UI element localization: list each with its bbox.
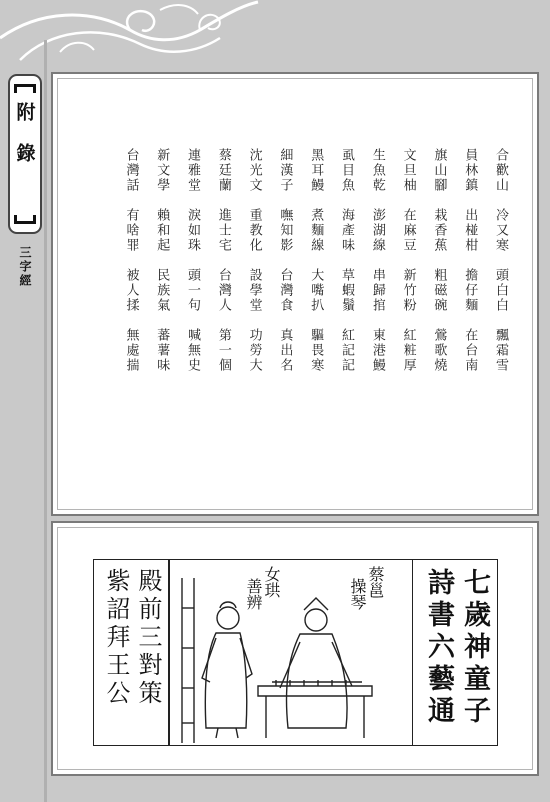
bracket-bottom xyxy=(14,215,36,224)
poem-column: 文旦柚 在麻豆 新竹粉 紅粧厚 xyxy=(400,148,416,373)
poem-column: 細漢子 嘸知影 台灣食 真出名 xyxy=(277,148,293,373)
poem-column: 沈光文 重教化 設學堂 功勞大 xyxy=(246,148,262,373)
poem-column: 生魚乾 澎湖線 串歸捾 東港鰻 xyxy=(369,148,385,373)
label-caiyong: 蔡邕 xyxy=(366,566,385,598)
scene-drawing xyxy=(176,578,376,743)
illustration-panel xyxy=(51,521,539,776)
poem-column: 連雅堂 淚如珠 頭一句 喊無史 xyxy=(185,148,201,373)
woodblock-illustration xyxy=(93,559,498,746)
caption-right-2: 詩書六藝通 xyxy=(423,568,454,728)
poem-column: 台灣話 有啥罪 被人揉 無處揣 xyxy=(123,148,139,373)
poem-column: 員林鎮 出椪柑 擔仔麵 在台南 xyxy=(462,148,478,373)
poem-column: 蔡廷蘭 進士宅 台灣人 第一個 xyxy=(215,148,231,373)
poem-panel xyxy=(51,72,539,516)
corner-ornament xyxy=(0,0,260,70)
poem-column: 新文學 賴和起 民族氣 蕃薯味 xyxy=(154,148,170,373)
poem-text xyxy=(109,148,509,373)
poem-column: 合歡山 冷又寒 頭白白 飄霜雪 xyxy=(493,148,508,373)
label-shanbian: 善辨 xyxy=(244,578,263,610)
caption-right-1: 七歲神童子 xyxy=(459,568,490,728)
section-tab[interactable] xyxy=(8,74,42,234)
poem-column: 虱目魚 海產味 草蝦鬚 紅記記 xyxy=(339,148,355,373)
poem-column: 黑耳鰻 煮麵線 大嘴扒 驅畏寒 xyxy=(308,148,324,373)
sidebar-rule xyxy=(44,40,47,802)
bracket-top xyxy=(14,84,36,93)
label-caoqin: 操琴 xyxy=(348,578,367,610)
label-nuqiu: 女珙 xyxy=(262,566,281,598)
section-tab-label: 附錄 xyxy=(13,102,36,184)
caption-left-1: 殿前三對策 xyxy=(134,568,162,708)
caption-divider-right xyxy=(412,560,414,745)
caption-divider-left xyxy=(168,560,170,745)
caption-left-2: 紫詔拜王公 xyxy=(102,568,130,708)
poem-column: 旗山腳 栽香蕉 粗磁碗 鶯歌燒 xyxy=(431,148,447,373)
book-title: 三字經 xyxy=(18,246,32,288)
